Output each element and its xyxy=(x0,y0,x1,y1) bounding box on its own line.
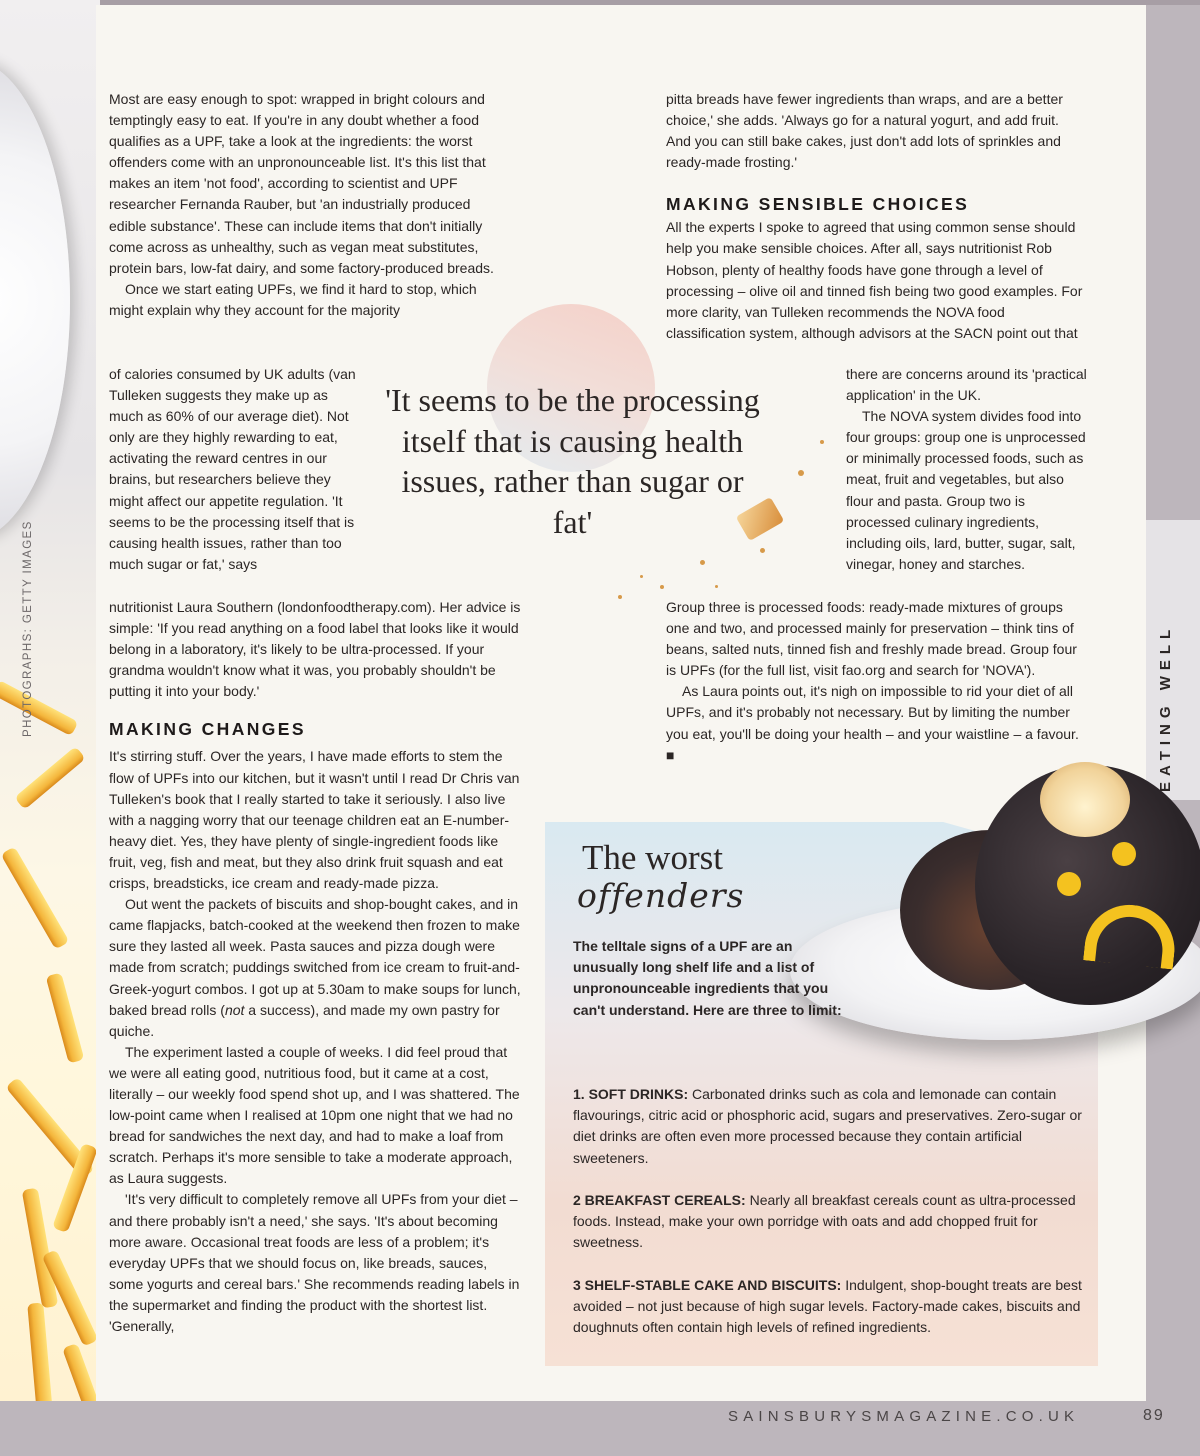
plate-edge xyxy=(0,60,70,540)
paragraph: Group three is processed foods: ready-made mixtures of groups one and two, and processed mainly for preservation – think tins of beans, salted nuts, tinned fish and freshly made bread. Group four is UPFs (for the full list, visit fao.org and search for 'NOVA'). xyxy=(666,599,1077,679)
paragraph: there are concerns around its 'practical application' in the UK. xyxy=(846,366,1087,404)
pull-quote: 'It seems to be the processing itself that is causing health issues, rather than sugar or fat' xyxy=(385,382,760,540)
right-column xyxy=(666,89,1086,344)
fry xyxy=(1,846,70,949)
left-column xyxy=(109,89,504,321)
text: Out went the packets of biscuits and shop-bought cakes, and in came flapjacks, batch-cooked at the weekend then frozen to make sure they lasted all week. Pasta sauces and pizza dough were made from scratch; puddings switched from ice cream to fruit-and-Greek-yogurt combos. I got up at 5.30am to make soups for lunch, baked bread rolls ( xyxy=(109,896,521,1018)
emphasis: not xyxy=(224,1001,245,1018)
list-item xyxy=(573,1084,1093,1169)
text: As Laura points out, it's nigh on impossible to rid your diet of all UPFs, and it's probably not necessary. But by limiting the number you eat, you'll be doing your health – and your waistline – a favour. xyxy=(666,683,1079,742)
item-label: 3 SHELF-STABLE CAKE AND BISCUITS: xyxy=(573,1276,842,1293)
item-text: Indulgent, shop-bought treats are best avoided – not just because of high sugar levels. Factory-made cakes, biscuits and doughnuts often contain high levels of refined ingredients. xyxy=(573,1276,1082,1336)
crumb xyxy=(640,575,643,578)
paragraph: The NOVA system divides food into four groups: group one is unprocessed or minimally processed foods, such as meat, fruit and vegetables, but also flour and pasta. Group two is processed culinary ingredients, including oils, lard, butter, sugar, salt, vinegar, honey and starches. xyxy=(846,408,1086,572)
paragraph xyxy=(109,894,524,1042)
paragraph: The experiment lasted a couple of weeks. I did feel proud that we were all eating good, nutritious food, but it came at a cost, literally – our weekly food spend shot up, and I was shattered. The low-point came when I realised at 10pm one night that we had no bread for sandwiches the next day, and had to make a loaf from scratch. Perhaps it's more sensible to take a moderate approach, as Laura suggests. xyxy=(109,1043,520,1187)
right-column-wrap xyxy=(846,364,1088,575)
item-label: 1. SOFT DRINKS: xyxy=(573,1086,689,1102)
face-eye xyxy=(1057,872,1081,896)
box-list xyxy=(573,1084,1093,1360)
item-label: 2 BREAKFAST CEREALS: xyxy=(573,1192,746,1208)
photo-credit: PHOTOGRAPHS: GETTY IMAGES xyxy=(22,520,34,737)
paragraph: nutritionist Laura Southern (londonfoodtherapy.com). Her advice is simple: 'If you read anything on a food label that looks like it would belong in a laboratory, it's likely to be ultra-processed. If your grandma wouldn't know what it was, you probably shouldn't be putting it into your body.' xyxy=(109,599,521,700)
fry xyxy=(14,746,86,810)
end-mark: ■ xyxy=(666,746,675,763)
paragraph: 'It's very difficult to completely remove all UPFs from your diet – and there probably isn't a need,' she says. 'It's about becoming more aware. Occasional treat foods are less of a problem; it's everyday UPFs that we should focus on, like breads, sauces, some yogurts and cereal bars.' She recommends reading labels in the supermarket and finding the product with the shortest list. 'Generally, xyxy=(109,1191,520,1334)
paragraph: Most are easy enough to spot: wrapped in bright colours and temptingly easy to eat. If you're in any doubt whether a food qualifies as a UPF, take a look at the ingredients: the worst offenders come with an unpronounceable list. It's this list that makes an item 'not food', according to scientist and UPF researcher Fernanda Rauber, but 'an industrially produced edible substance'. These can include items that don't initially come across as unhealthy, such as vegan meat substitutes, protein bars, low-fat dairy, and some factory-produced breads. xyxy=(109,91,494,276)
list-item xyxy=(573,1275,1093,1339)
left-column-wrap xyxy=(109,364,361,575)
crumb xyxy=(715,585,718,588)
paragraph: All the experts I spoke to agreed that using common sense should help you make sensible choices. After all, says nutritionist Rob Hobson, plenty of healthy foods have gone through a level of processing – olive oil and tinned fish being two good examples. For more clarity, van Tulleken recommends the NOVA food classification system, although advisors at the SACN point out that xyxy=(666,219,1083,341)
paragraph: It's stirring stuff. Over the years, I have made efforts to stem the flow of UPFs into our kitchen, but it wasn't until I read Dr Chris van Tulleken's book that I really started to take it seriously. I also live with a nagging worry that our teenage children eat an E-number-heavy diet. Yes, they have plenty of single-ingredient foods like fruit, veg, fish and meat, but they also drink fruit squash and eat crisps, breadsticks, ice cream and ready-made pizza. xyxy=(109,748,520,892)
page-number: 89 xyxy=(1143,1407,1165,1424)
fry xyxy=(0,680,78,736)
fry xyxy=(46,972,85,1063)
item-text: Carbonated drinks such as cola and lemonade can contain flavourings, citric acid or phosphoric acid, sugars and preservatives. Zero-sugar or diet drinks are often even more processed because they contain artificial sweeteners. xyxy=(573,1086,1082,1166)
paragraph: Once we start eating UPFs, we find it hard to stop, which might explain why they account for the majority xyxy=(109,280,477,318)
section-heading: MAKING SENSIBLE CHOICES xyxy=(666,194,970,215)
box-title: The worst xyxy=(582,838,723,877)
item-text: Nearly all breakfast cereals count as ultra-processed foods. Instead, make your own porridge with oats and add chopped fruit for sweetness. xyxy=(573,1192,1076,1251)
doughnut-bite xyxy=(1040,762,1130,837)
crumb xyxy=(660,585,664,589)
fry xyxy=(27,1303,53,1414)
crumb xyxy=(618,595,622,599)
right-column-lower xyxy=(666,597,1084,766)
crumb xyxy=(700,560,705,565)
crumb xyxy=(798,470,804,476)
fries-photo xyxy=(0,0,100,1456)
paragraph xyxy=(666,681,1084,765)
box-title-script: offenders xyxy=(577,876,745,915)
paragraph: of calories consumed by UK adults (van Tulleken suggests they make up as much as 60% of our average diet). Not only are they highly rewarding to eat, activating the reward centres in our brains, but researchers believe they might affect our appetite regulation. 'It seems to be the processing itself that is causing health issues, rather than too much sugar or fat,' says xyxy=(109,366,356,572)
section-heading: MAKING CHANGES xyxy=(109,719,306,740)
paragraph: pitta breads have fewer ingredients than wraps, and are a better choice,' she adds. 'Always go for a natural yogurt, and add fruit. And you can still bake cakes, just don't add lots of sprinkles and ready-made frosting.' xyxy=(666,91,1063,171)
crumb xyxy=(820,440,824,444)
box-intro: The telltale signs of a UPF are an unusually long shelf life and a list of unpronounceable ingredients that you can't understand. Here are three to limit: xyxy=(573,938,842,1018)
face-eye xyxy=(1112,842,1136,866)
section-label: EATING WELL xyxy=(1157,623,1174,792)
text: a success), and made my own pastry for quiche. xyxy=(109,1001,500,1039)
footer-website: SAINSBURYSMAGAZINE.CO.UK xyxy=(728,1408,1080,1425)
crumb xyxy=(760,548,765,553)
list-item xyxy=(573,1190,1093,1254)
left-column-lower xyxy=(109,597,524,1337)
fry xyxy=(22,1188,59,1309)
